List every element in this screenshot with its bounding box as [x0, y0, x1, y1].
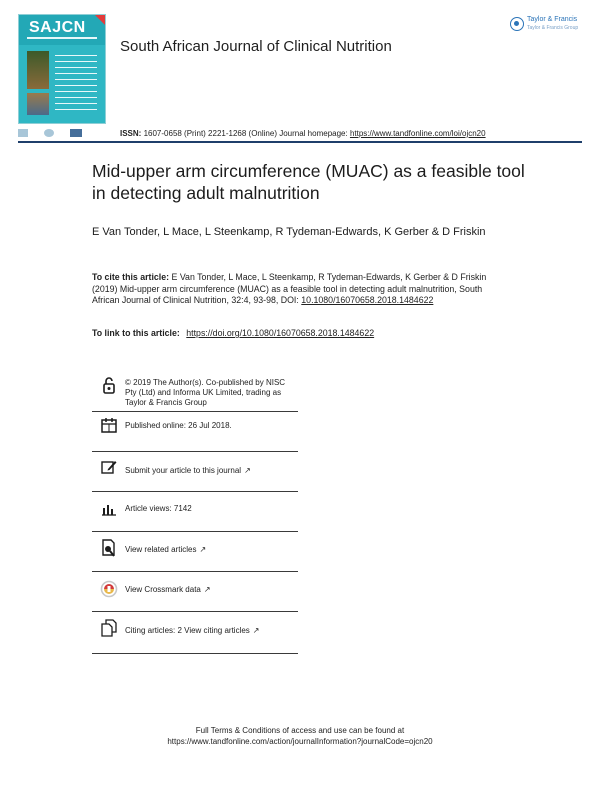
- cite-text: E Van Tonder, L Mace, L Steenkamp, R Tydeman-Edwards, K Gerber & D Friskin (2019) Mid-upper arm circumference (MUAC) as a feasible tool in detecting adult malnutrition, South African Journal of Clinical Nutrition, 32:4, 93-98, DOI:: [92, 272, 487, 305]
- document-search-icon: [100, 539, 118, 557]
- citing-row[interactable]: [92, 611, 298, 654]
- external-link-icon: ↗: [244, 466, 251, 475]
- journal-title: South African Journal of Clinical Nutrition: [120, 38, 392, 55]
- header-divider: [18, 141, 582, 143]
- citing-documents-icon: [100, 619, 118, 637]
- copyright-row: [92, 368, 298, 412]
- views-row: [92, 491, 298, 532]
- related-row[interactable]: [92, 531, 298, 572]
- related-articles-link[interactable]: View related articles: [125, 545, 197, 554]
- journal-homepage-link[interactable]: https://www.tandfonline.com/loi/ojcn20: [349, 129, 486, 138]
- taylor-francis-icon: [510, 17, 524, 31]
- article-link-line: [92, 328, 374, 338]
- link-label: To link to this article:: [92, 328, 180, 338]
- edit-icon: [100, 458, 118, 476]
- copyright-text: © 2019 The Author(s). Co-published by NISC Pty (Ltd) and Informa UK Limited, trading as Taylor & Francis Group: [125, 378, 286, 407]
- crossmark-icon: [100, 580, 118, 598]
- cover-partner-logos: [18, 124, 108, 136]
- cover-contents-lines: [55, 55, 97, 115]
- article-doi-link[interactable]: https://doi.org/10.1080/16070658.2018.1484622: [186, 328, 375, 338]
- partner-logo: [44, 129, 54, 137]
- issn-text: 1607-0658 (Print) 2221-1268 (Online) Journal homepage:: [143, 129, 348, 138]
- footer-terms-text: Full Terms & Conditions of access and use can be found at: [195, 726, 405, 735]
- cite-label: To cite this article:: [92, 272, 170, 282]
- citing-articles-link[interactable]: Citing articles: 2 View citing articles: [125, 626, 250, 635]
- published-row: [92, 411, 298, 452]
- footer: [0, 725, 600, 747]
- article-views: Article views: 7142: [125, 504, 192, 513]
- published-date: Published online: 26 Jul 2018.: [125, 421, 232, 430]
- external-link-icon: ↗: [203, 585, 211, 594]
- open-access-lock-icon: [100, 376, 118, 394]
- external-link-icon: ↗: [199, 545, 207, 554]
- crossmark-row[interactable]: [92, 571, 298, 612]
- publisher-tagline: Taylor & Francis Group: [527, 25, 579, 31]
- cover-corner-stamp: [95, 15, 105, 25]
- partner-logo: [70, 129, 82, 137]
- footer-terms-link[interactable]: https://www.tandfonline.com/action/journalInformation?journalCode=ojcn20: [167, 737, 433, 746]
- issn-line: [120, 129, 486, 138]
- submit-row[interactable]: [92, 451, 298, 492]
- partner-logo: [18, 129, 28, 137]
- citation-block: [92, 272, 492, 307]
- article-authors: E Van Tonder, L Mace, L Steenkamp, R Tydeman-Edwards, K Gerber & D Friskin: [92, 226, 486, 238]
- cite-doi-link[interactable]: 10.1080/16070658.2018.1484622: [301, 295, 434, 305]
- journal-cover-image: [18, 14, 106, 124]
- publisher-name: Taylor & Francis: [527, 16, 578, 23]
- issn-label: ISSN:: [120, 129, 142, 138]
- cover-masthead: SAJCN: [29, 19, 86, 36]
- cover-subtitle-bar: [27, 37, 97, 39]
- external-link-icon: ↗: [252, 626, 260, 635]
- cover-photo: [27, 93, 49, 115]
- publisher-logo: [510, 16, 590, 36]
- submit-article-link[interactable]: Submit your article to this journal: [125, 466, 242, 475]
- bar-chart-icon: [100, 500, 118, 518]
- cover-photo: [27, 51, 49, 89]
- calendar-icon: [100, 416, 118, 434]
- crossmark-link[interactable]: View Crossmark data: [125, 585, 201, 594]
- article-title: Mid-upper arm circumference (MUAC) as a feasible tool in detecting adult malnutrition: [92, 161, 525, 203]
